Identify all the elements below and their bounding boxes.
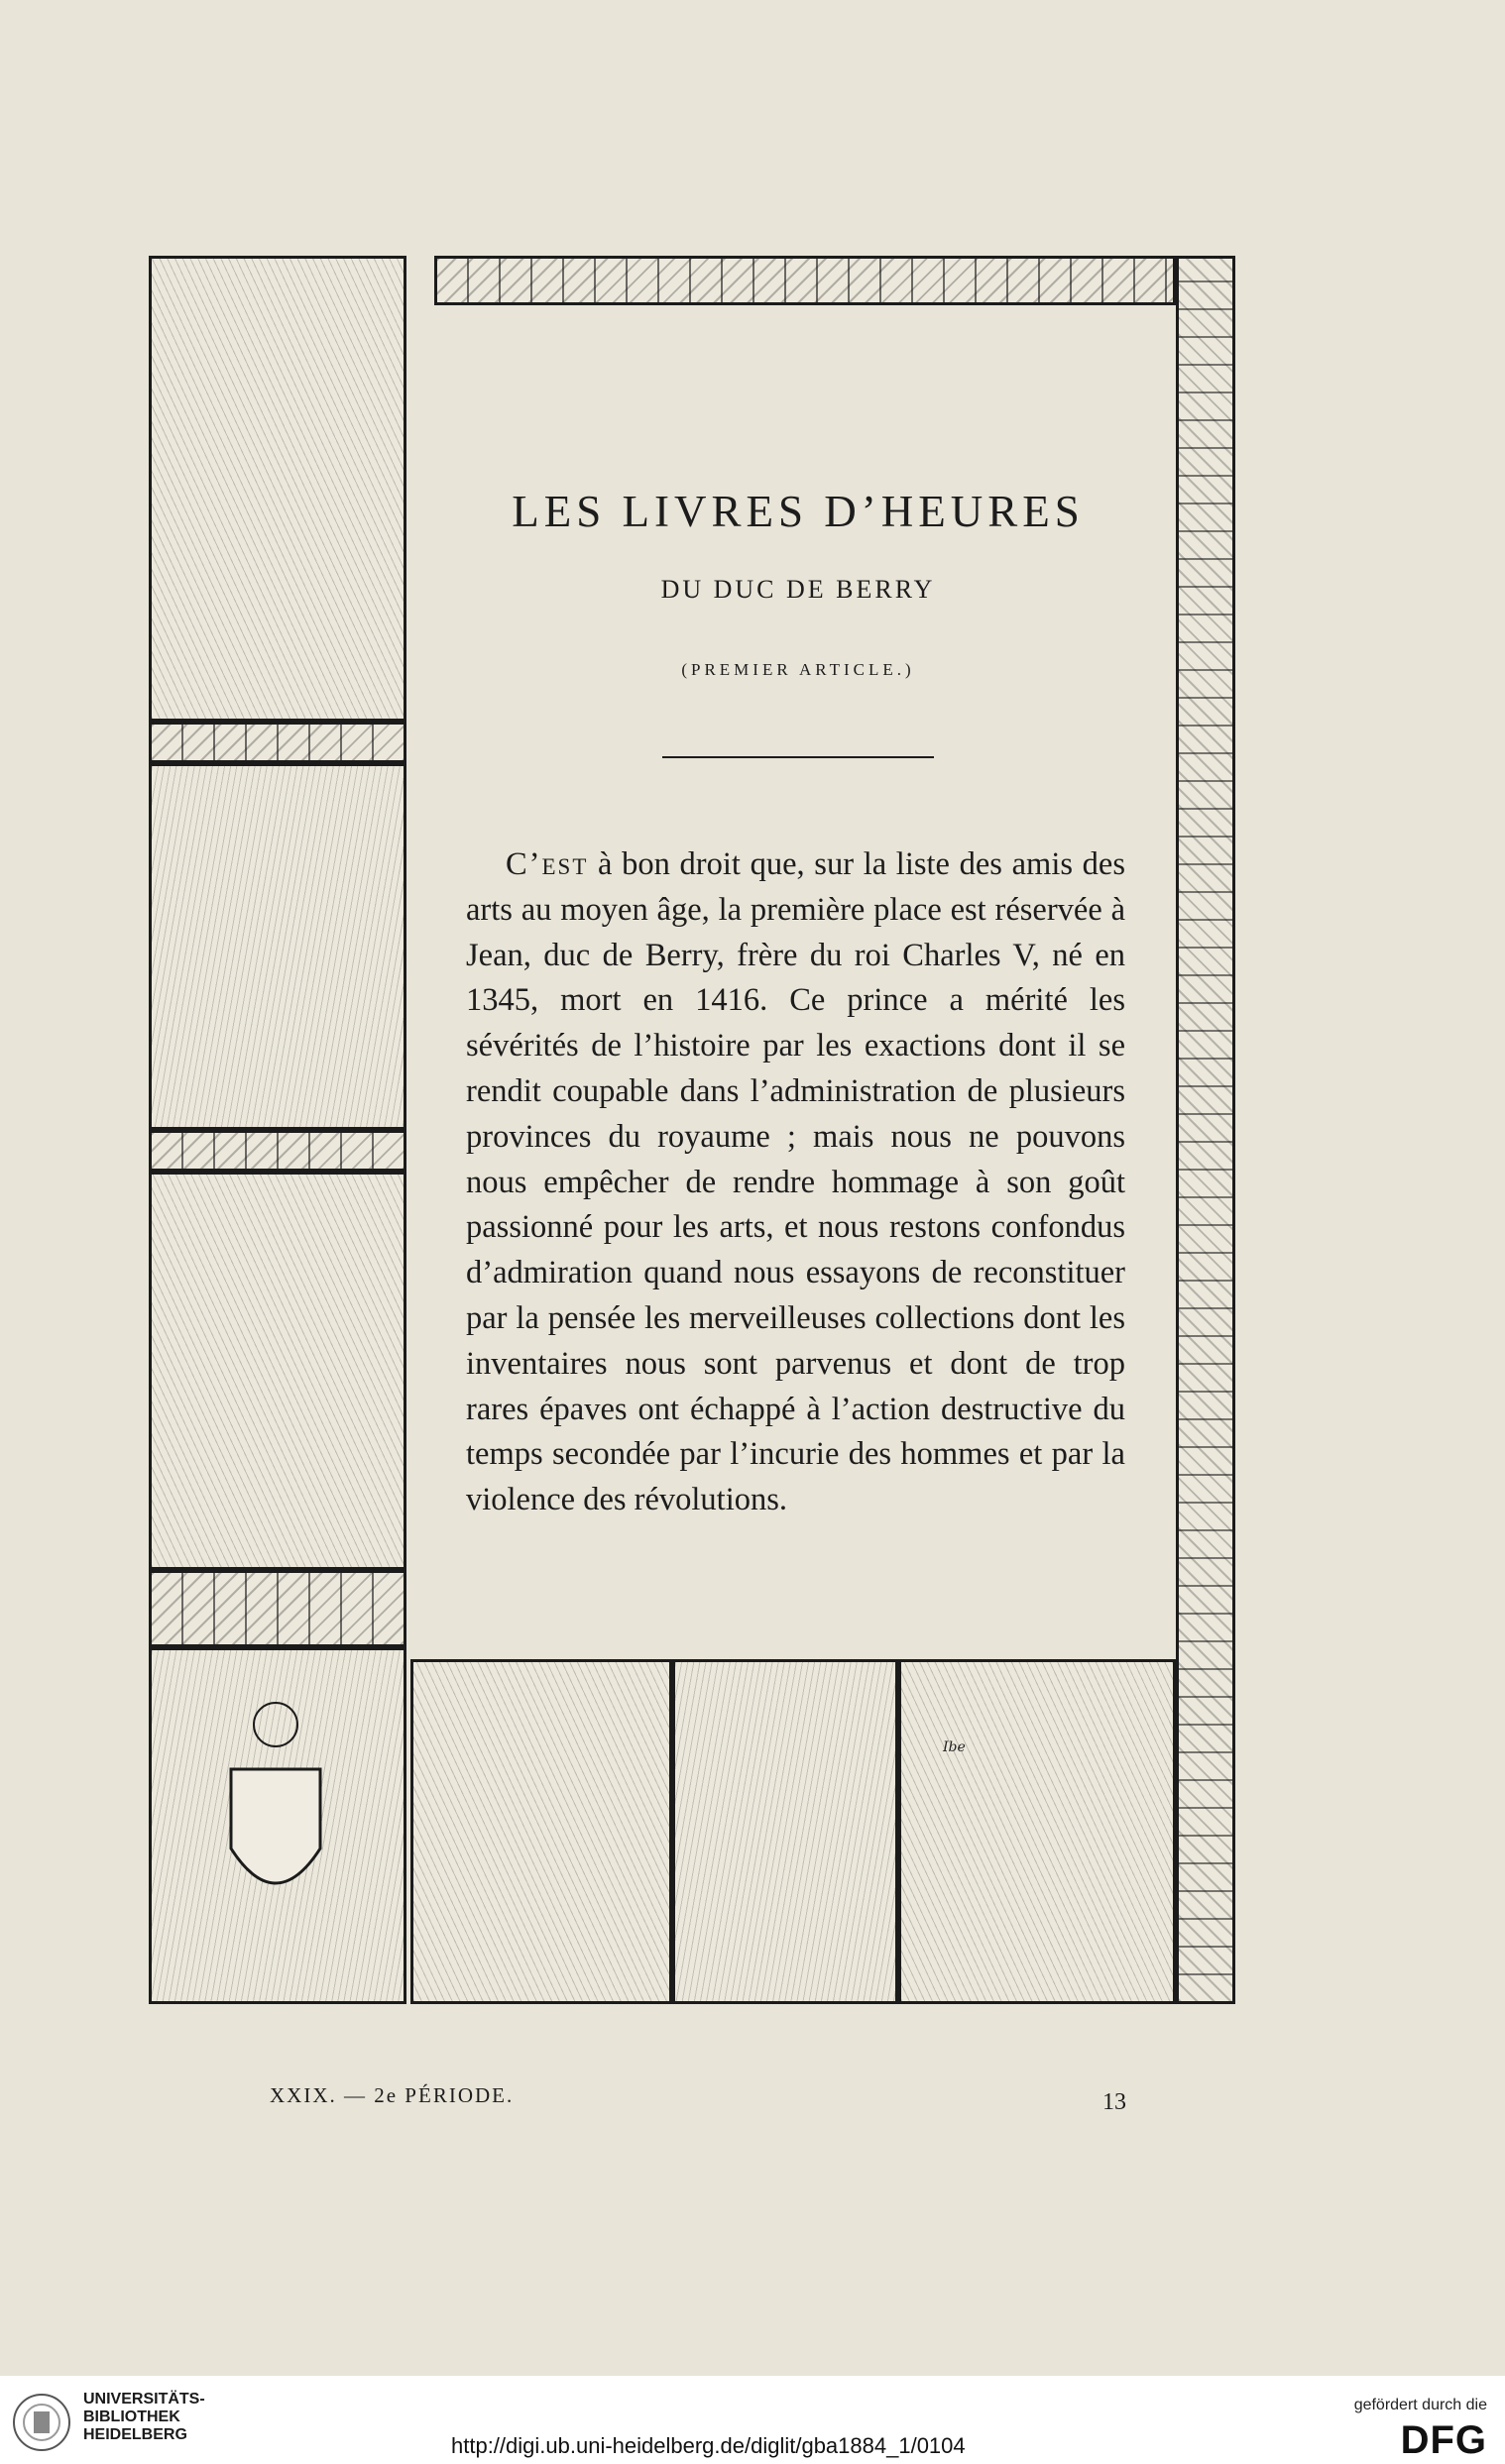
virgin-and-child-panel [149,256,406,722]
women-figures-panel [149,763,406,1130]
dropcap-word: C’est [506,846,589,882]
library-name: UNIVERSITÄTS- BIBLIOTHEK HEIDELBERG [83,2391,205,2443]
men-figures-panel [149,1172,406,1570]
angel-shield-panel [149,1647,406,2004]
funding-text: gefördert durch die [1353,2397,1487,2413]
title-divider [662,756,934,758]
shield-figure [152,1650,404,2001]
banner-label: Ibe [943,1739,966,1755]
footer-signature: XXIX. — 2e PÉRIODE. [270,2083,515,2107]
right-vine-border [1176,256,1235,2004]
university-seal-icon [12,2392,71,2453]
diamond-ornament-band [149,1130,406,1172]
article-note: (PREMIER ARTICLE.) [681,660,915,679]
body-text: à bon droit que, sur la liste des amis des arts au moyen âge, la première place est réservée à Jean, duc de Berry, frère du roi Charles V, né en 1345, mort en 1416. Ce prince a mérité les sévérités de l’histoire par les exactions dont il se rendit coupable dans l’administration de plusieurs provinces du royaume ; mais nous ne pouvons nous empêcher de rendre hommage à son goût passionné pour les arts, et nous restons confondus d’admiration quand nous essayons de reconstituer par la pensée les merveilleuses collections dont les inventaires nous sont parvenus et dont de trop rares épaves ont échappé à l’action destructive du temps secondée par l’incurie des hommes et par la violence des révolutions. [466,846,1125,1518]
praying-men-panel [672,1659,898,2004]
top-vine-border [434,256,1176,305]
page-title: LES LIVRES D’HEURES [512,487,1085,536]
dfg-logo: DFG [1400,2418,1487,2462]
page-subtitle: DU DUC DE BERRY [660,575,936,604]
woman-with-sword-panel [410,1659,672,2004]
star-ornament-band [149,722,406,763]
flower-ornament-band [149,1570,406,1647]
source-url-link[interactable]: http://digi.ub.uni-heidelberg.de/diglit/gba1884_1/0104 [451,2433,966,2458]
body-paragraph [466,842,1125,1523]
page-number: 13 [1102,2089,1126,2115]
saint-with-cross-panel [898,1659,1176,2004]
